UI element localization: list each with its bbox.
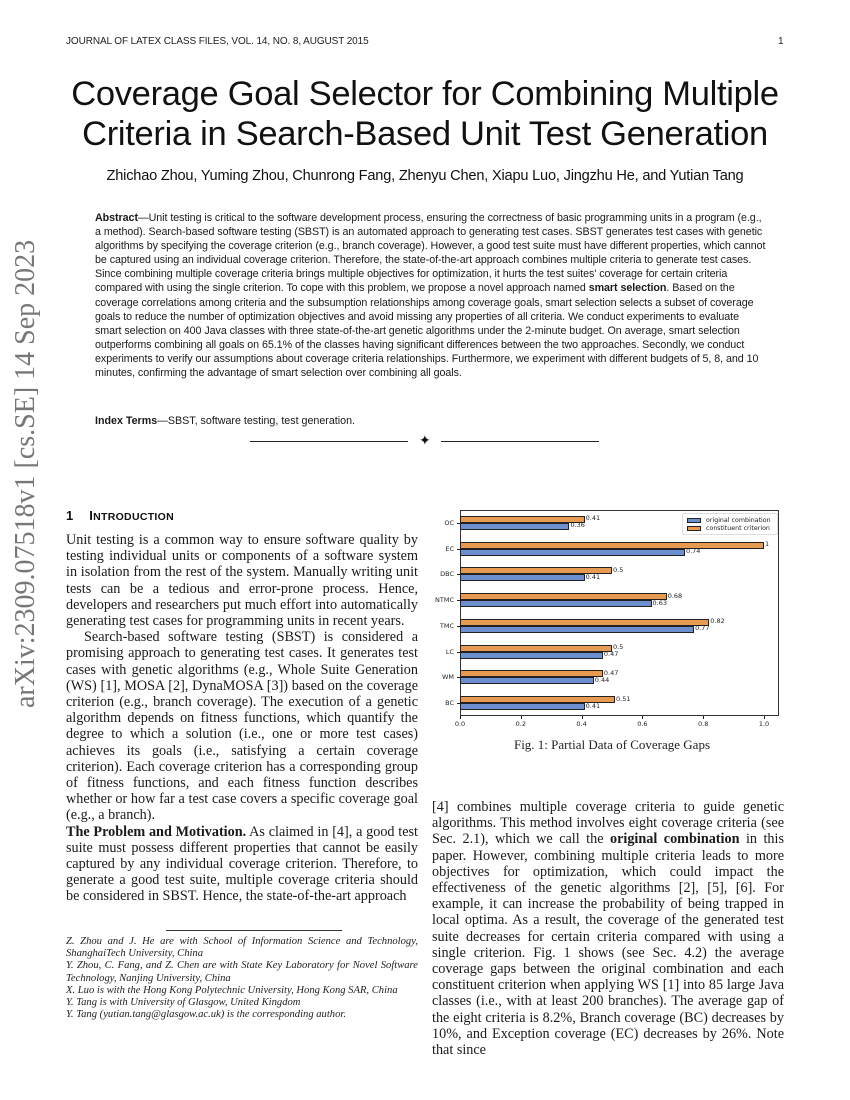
footnotes — [66, 936, 418, 1021]
y-tick-label: OC — [444, 518, 454, 527]
x-tick-label: 0.6 — [637, 720, 648, 728]
legend-label-constituent: constituent criterion — [706, 525, 770, 532]
right-column — [432, 799, 784, 1058]
section-heading — [66, 508, 174, 523]
y-tick — [457, 652, 460, 653]
legend-label-original: original combination — [706, 517, 771, 524]
right-text-2: in this paper. However, combining multiple criteria leads to more objectives for optimization, which could impact the effectiveness of the genetic algorithms [2], [5], [6]. For example, it can increase the probability of being trapped in local optima. As a result, the coverage of the generated test suite decreases for certain criteria compared with using a single criterion. Fig. 1 shows (see Sec. 4.2) the average coverage gaps between the original combination and each constituent criterion when applying WS [1] into 85 large Java classes (i.e., with at least 200 branches). The average gap of the eight criteria is 8.2%, Branch coverage (BC) decreases by 10%, and Exception coverage (EC) decreases by 26%. Note that since — [432, 831, 784, 1059]
bar-value-label: 0.41 — [585, 514, 601, 523]
bar-value-label: 0.44 — [594, 675, 610, 684]
x-tick — [582, 716, 583, 719]
x-tick-label: 0.8 — [698, 720, 709, 728]
bar-value-label: 0.47 — [603, 650, 619, 659]
legend-swatch-constituent — [687, 526, 701, 531]
y-tick — [457, 677, 460, 678]
bar-constituent-oc — [460, 516, 585, 523]
arxiv-stamp: arXiv:2309.07518v1 [cs.SE] 14 Sep 2023 — [10, 239, 41, 708]
bar-constituent-tmc — [460, 619, 709, 626]
y-tick-label: DBC — [440, 570, 454, 579]
y-tick — [457, 703, 460, 704]
footnote: Y. Tang is with University of Glasgow, United Kingdom — [66, 997, 301, 1009]
separator-line-right — [441, 441, 599, 442]
x-tick — [521, 716, 522, 719]
bar-value-label: 0.5 — [613, 643, 624, 652]
paragraph-heading: The Problem and Motivation. — [66, 823, 247, 840]
right-text-1: [4] combines multiple coverage criteria to guide genetic algorithms. This method involves eight coverage criteria (see Sec. 2.1), which we call the — [432, 799, 784, 848]
intro-paragraph-3 — [66, 824, 418, 905]
bar-value-label: 0.47 — [603, 668, 619, 677]
y-tick-label: NTMC — [435, 596, 454, 605]
y-tick-label: TMC — [439, 621, 454, 630]
y-tick — [457, 626, 460, 627]
paper-title — [40, 74, 810, 154]
bar-original-wm — [460, 677, 594, 684]
right-paragraph-1 — [432, 799, 784, 1058]
running-header: JOURNAL OF LATEX CLASS FILES, VOL. 14, NO. 8, AUGUST 2015 — [66, 36, 369, 47]
index-terms-label: Index Terms — [95, 415, 158, 427]
bar-original-ntmc — [460, 600, 652, 607]
x-tick — [703, 716, 704, 719]
abstract-label: Abstract — [95, 212, 138, 224]
x-tick-label: 0.4 — [576, 720, 587, 728]
bar-constituent-wm — [460, 670, 603, 677]
x-tick — [642, 716, 643, 719]
footnote: X. Luo is with the Hong Kong Polytechnic University, Hong Kong SAR, China — [66, 984, 398, 996]
bar-original-lc — [460, 652, 603, 659]
abstract — [95, 211, 767, 380]
left-column — [66, 532, 418, 905]
bar-original-oc — [460, 523, 569, 530]
intro-paragraph-2: Search-based software testing (SBST) is considered a promising approach to generating test cases. It generates test cases with genetic algorithms (e.g., Whole Suite Generation (WS) [1], MOSA [2], DynaMOSA [3]) based on the coverage criterion (e.g., branch coverage). The execution of a genetic algorithm depends on fitness functions, which quantify the degree to which a solution (i.e., one or more test cases) achieves its goals (i.e., satisfying a certain coverage criterion). Each coverage criterion has a corresponding group of fitness functions, and each fitness function describes whether or how far a test case covers a specific coverage goal (e.g., a branch). — [66, 629, 418, 824]
y-tick — [457, 574, 460, 575]
coverage-gap-chart — [420, 505, 800, 735]
bar-value-label: 0.77 — [695, 624, 710, 633]
section-number: 1 — [66, 508, 74, 523]
abstract-keyword: smart selection — [588, 282, 667, 295]
index-terms — [95, 415, 767, 427]
bar-value-label: 1 — [765, 540, 770, 549]
legend-item-original — [687, 517, 771, 524]
x-tick — [460, 716, 461, 719]
footnote: Z. Zhou and J. He are with School of Information Science and Technology, ShanghaiTech University, China — [66, 936, 418, 960]
footnote: Y. Tang (yutian.tang@glasgow.ac.uk) is the corresponding author. — [66, 1009, 346, 1021]
bar-original-bc — [460, 703, 585, 710]
bar-constituent-lc — [460, 645, 612, 652]
abstract-dash: — — [137, 212, 149, 224]
bar-value-label: 0.68 — [667, 591, 683, 600]
y-tick-label: LC — [445, 647, 454, 656]
term-original-combination: original combination — [610, 831, 740, 848]
separator-line-left — [250, 441, 408, 442]
bar-value-label: 0.82 — [710, 617, 725, 626]
section-title-rest: NTRODUCTION — [93, 511, 174, 523]
bar-value-label: 0.36 — [570, 521, 585, 530]
bar-original-ec — [460, 549, 685, 556]
y-tick-label: BC — [445, 699, 454, 708]
section-title-initial: I — [89, 508, 94, 523]
bar-original-tmc — [460, 626, 694, 633]
bar-value-label: 0.51 — [616, 694, 631, 703]
footnote-rule — [166, 930, 342, 931]
legend-item-constituent — [687, 525, 770, 532]
y-tick-label: WM — [441, 673, 454, 682]
intro-paragraph-1: Unit testing is a common way to ensure software quality by testing individual units or components of a software system in isolation from the rest of the system. Manually writing unit tests can be a tedious and error-prone process. Hence, developers and researchers put much effort into automatically generating test cases for programming units in recent years. — [66, 532, 418, 630]
x-tick-label: 0.2 — [515, 720, 526, 728]
y-tick — [457, 523, 460, 524]
bar-value-label: 0.74 — [685, 547, 701, 556]
bar-value-label: 0.41 — [585, 572, 601, 581]
title-line-2: Criteria in Search-Based Unit Test Generation — [82, 115, 768, 153]
x-tick — [764, 716, 765, 719]
section-title — [89, 508, 174, 523]
bar-original-dbc — [460, 574, 585, 581]
separator-diamond-icon: ✦ — [419, 433, 431, 449]
x-tick-label: 0.0 — [454, 720, 466, 728]
page-number: 1 — [778, 36, 784, 47]
author-list: Zhichao Zhou, Yuming Zhou, Chunrong Fang, Zhenyu Chen, Xiapu Luo, Jingzhu He, and Yutian Tang — [106, 168, 744, 184]
paragraph-3-text: As claimed in [4], a good test suite must possess different properties that cannot be easily captured by any individual coverage criterion. Therefore, to generate a good test suite, multiple coverage criteria should be considered in SBST. Hence, the state-of-the-art approach — [66, 823, 419, 905]
index-terms-dash: — — [157, 415, 168, 427]
bar-constituent-ntmc — [460, 593, 667, 600]
y-tick — [457, 549, 460, 550]
y-tick-label: EC — [445, 544, 454, 553]
footnote: Y. Zhou, C. Fang, and Z. Chen are with State Key Laboratory for Novel Software Technology, Nanjing University, China — [66, 960, 418, 984]
y-tick — [457, 600, 460, 601]
bar-value-label: 0.63 — [652, 598, 667, 607]
legend-swatch-original — [687, 518, 701, 523]
abstract-text-1: Unit testing is critical to the software development process, ensuring the correctness of basic programming units in a program (e.g., a method). Search-based software testing (SBST) is an automated approach to generating test cases. SBST generates test cases with genetic algorithms by specifying the coverage criterion (e.g., branch coverage). However, a good test suite must have different properties, which cannot be captured using an individual coverage criterion. Therefore, the state-of-the-art approach combines multiple criteria to generate test cases. Since combining multiple coverage criteria brings multiple objectives for optimization, it hurts the test suites' coverage for certain criteria compared with using the single criterion. To cope with this problem, we propose a novel approach named — [95, 212, 766, 295]
figure-caption: Fig. 1: Partial Data of Coverage Gaps — [513, 737, 711, 752]
index-terms-text: SBST, software testing, test generation. — [167, 415, 355, 427]
abstract-text-2: . Based on the coverage correlations among criteria and the subsumption relationships among coverage goals, smart selection selects a subset of coverage goals to reduce the number of optimization objectives and avoid missing any properties of all criteria. We conduct experiments to evaluate smart selection on 400 Java classes with three state-of-the-art genetic algorithms under the 2-minute budget. On average, smart selection outperforms combining all goals on 65.1% of the classes having significant differences between the two approaches. Secondly, we conduct experiments to verify our assumptions about coverage criteria relationships. Furthermore, we experiment with different budgets of 5, 8, and 10 minutes, confirming the advantage of smart selection over combining all goals. — [95, 282, 759, 380]
bar-constituent-ec — [460, 542, 764, 549]
x-tick-label: 1.0 — [758, 720, 770, 728]
bar-value-label: 0.41 — [585, 701, 601, 710]
title-line-1: Coverage Goal Selector for Combining Multiple — [71, 75, 779, 113]
chart-legend — [682, 513, 778, 535]
bar-value-label: 0.5 — [613, 565, 624, 574]
